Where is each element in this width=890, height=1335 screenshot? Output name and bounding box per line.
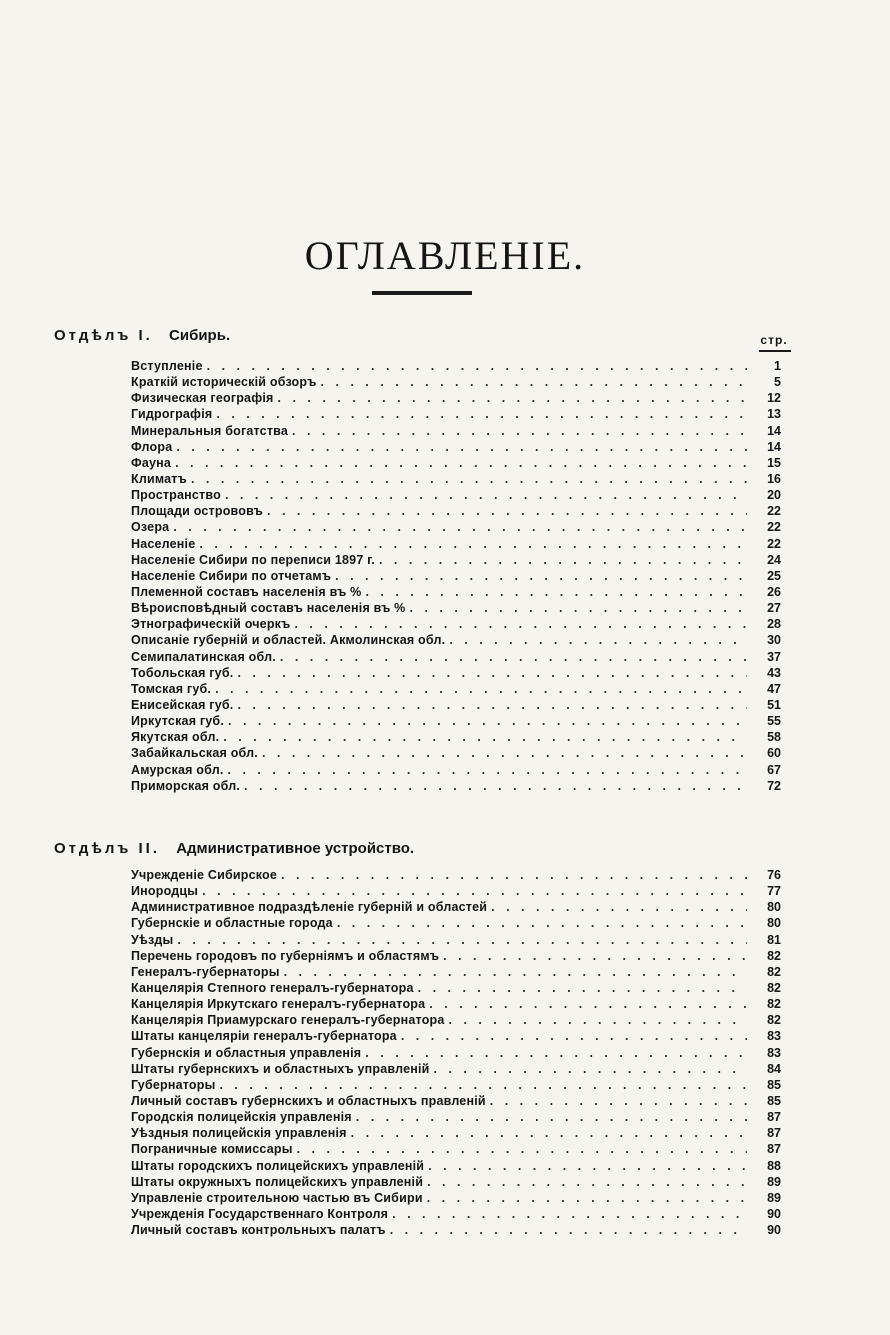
dot-leader	[284, 964, 747, 980]
toc-entry-label: Губернскіе и областные города	[131, 916, 333, 931]
toc-entry-label: Гидрографія	[131, 407, 213, 422]
toc-entry-page: 80	[767, 916, 781, 931]
toc-entry	[131, 1190, 781, 1206]
toc-entry-label: Этнографическій очеркъ	[131, 617, 291, 632]
dot-leader	[215, 681, 747, 697]
dot-leader	[428, 1158, 747, 1174]
toc-entry-label: Инородцы	[131, 884, 199, 899]
dot-leader	[418, 980, 747, 996]
dot-leader	[175, 455, 747, 471]
toc-entry-label: Краткій историческій обзоръ	[131, 375, 317, 390]
dot-leader	[365, 1045, 747, 1061]
dot-leader	[337, 915, 747, 931]
toc-entry	[131, 487, 781, 503]
toc-entry-page: 37	[767, 649, 781, 664]
dot-leader	[427, 1174, 747, 1190]
toc-entry	[131, 1222, 781, 1238]
toc-entry-page: 58	[767, 730, 781, 745]
toc-entry-page: 89	[767, 1174, 781, 1189]
toc-entry-label: Штаты канцеляріи генералъ-губернатора	[131, 1029, 397, 1044]
toc-entry-label: Перечень городовъ по губерніямъ и областямъ	[131, 948, 440, 963]
toc-entry-label: Фауна	[131, 455, 172, 470]
dot-leader	[244, 778, 747, 794]
toc-entry	[131, 439, 781, 455]
dot-leader	[443, 948, 747, 964]
dot-leader	[280, 649, 747, 665]
dot-leader	[237, 665, 747, 681]
dot-leader	[216, 406, 747, 422]
toc-entry-label: Городскія полицейскія управленія	[131, 1110, 352, 1125]
toc-entry-label: Пограничные комиссары	[131, 1142, 293, 1157]
dot-leader	[281, 867, 747, 883]
toc-entry-label: Флора	[131, 439, 173, 454]
toc-entry-label: Иркутская губ.	[131, 714, 225, 729]
toc-entry-page: 22	[767, 520, 781, 535]
dot-leader	[297, 1141, 747, 1157]
dot-leader	[202, 883, 747, 899]
toc-entry-page: 28	[767, 617, 781, 632]
section-number: Отдѣлъ II.	[54, 840, 161, 857]
toc-entry	[131, 390, 781, 406]
toc-entry-label: Штаты губернскихъ и областныхъ управленій	[131, 1061, 430, 1076]
dot-leader	[490, 1093, 747, 1109]
toc-entry-label: Племенной составъ населенія въ %	[131, 584, 362, 599]
toc-entry-label: Уѣзды	[131, 932, 174, 947]
toc-entry-page: 89	[767, 1190, 781, 1205]
toc-entry-label: Уѣздныя полицейскія управленія	[131, 1126, 347, 1141]
toc-entry-page: 83	[767, 1045, 781, 1060]
toc-entry	[131, 1141, 781, 1157]
toc-entry-page: 90	[767, 1206, 781, 1221]
toc-entry	[131, 471, 781, 487]
dot-leader	[228, 713, 747, 729]
toc-entry-page: 12	[767, 391, 781, 406]
dot-leader	[237, 697, 747, 713]
toc-entry-label: Томская губ.	[131, 681, 212, 696]
toc-entry-label: Канцелярія Иркутскаго генералъ-губернатора	[131, 997, 426, 1012]
toc-entry-page: 25	[767, 568, 781, 583]
toc-entry	[131, 996, 781, 1012]
toc-entry-label: Пространство	[131, 488, 221, 503]
toc-entry-label: Управленіе строительною частью въ Сибири	[131, 1190, 423, 1205]
toc-list-section-1	[131, 358, 781, 794]
toc-entry	[131, 358, 781, 374]
toc-entry-label: Учрежденія Государственнаго Контроля	[131, 1206, 389, 1221]
toc-entry	[131, 948, 781, 964]
toc-entry	[131, 374, 781, 390]
toc-entry-page: 13	[767, 407, 781, 422]
toc-entry-label: Губернскія и областныя управленія	[131, 1045, 362, 1060]
dot-leader	[449, 1012, 747, 1028]
toc-entry-label: Озера	[131, 520, 170, 535]
toc-entry-label: Губернаторы	[131, 1077, 216, 1092]
toc-entry	[131, 932, 781, 948]
toc-entry	[131, 519, 781, 535]
toc-entry-page: 76	[767, 868, 781, 882]
toc-entry-page: 67	[767, 762, 781, 777]
toc-entry	[131, 616, 781, 632]
toc-entry-label: Климатъ	[131, 471, 187, 486]
toc-entry-label: Генералъ-губернаторы	[131, 964, 280, 979]
toc-entry	[131, 778, 781, 794]
toc-entry-page: 88	[767, 1158, 781, 1173]
dot-leader	[177, 932, 747, 948]
toc-entry-page: 43	[767, 665, 781, 680]
section-heading-2	[54, 840, 414, 857]
dot-leader	[292, 423, 747, 439]
toc-entry	[131, 1061, 781, 1077]
toc-entry	[131, 883, 781, 899]
toc-entry	[131, 455, 781, 471]
toc-list-section-2	[131, 867, 781, 1238]
toc-entry-page: 82	[767, 948, 781, 963]
toc-entry-page: 85	[767, 1077, 781, 1092]
dot-leader	[365, 584, 747, 600]
dot-leader	[427, 1190, 747, 1206]
toc-entry-label: Тобольская губ.	[131, 665, 234, 680]
toc-entry-page: 85	[767, 1093, 781, 1108]
dot-leader	[191, 471, 747, 487]
toc-entry	[131, 915, 781, 931]
toc-entry	[131, 1125, 781, 1141]
page-title: ОГЛАВЛЕНІЕ.	[304, 233, 586, 278]
toc-entry	[131, 536, 781, 552]
toc-entry-label: Вступленіе	[131, 359, 203, 373]
dot-leader	[390, 1222, 747, 1238]
toc-entry-page: 30	[767, 633, 781, 648]
toc-entry-page: 26	[767, 584, 781, 599]
section-name: Административное устройство.	[176, 840, 415, 857]
dot-leader	[278, 390, 747, 406]
toc-entry	[131, 423, 781, 439]
page-column-header: стр.	[760, 333, 788, 347]
toc-entry	[131, 406, 781, 422]
toc-entry-page: 22	[767, 504, 781, 519]
toc-entry	[131, 713, 781, 729]
toc-entry	[131, 697, 781, 713]
toc-entry-label: Енисейская губ.	[131, 697, 234, 712]
toc-entry-page: 24	[767, 552, 781, 567]
dot-leader	[491, 899, 747, 915]
toc-entry-page: 14	[767, 423, 781, 438]
toc-entry-label: Вѣроисповѣдный составъ населенія въ %	[131, 601, 406, 616]
toc-entry-label: Населеніе Сибири по переписи 1897 г.	[131, 552, 375, 567]
toc-entry-page: 72	[767, 778, 781, 793]
toc-entry	[131, 745, 781, 761]
toc-entry	[131, 980, 781, 996]
toc-entry	[131, 1045, 781, 1061]
section-heading-1	[54, 327, 230, 344]
toc-entry-page: 55	[767, 714, 781, 729]
dot-leader	[207, 358, 747, 374]
toc-entry	[131, 964, 781, 980]
dot-leader	[176, 439, 747, 455]
toc-entry	[131, 762, 781, 778]
toc-entry-label: Населеніе	[131, 536, 196, 551]
toc-entry-label: Личный составъ контрольныхъ палатъ	[131, 1223, 386, 1238]
dot-leader	[225, 487, 747, 503]
dot-leader	[223, 729, 747, 745]
toc-entry	[131, 1012, 781, 1028]
dot-leader	[401, 1028, 747, 1044]
toc-entry-label: Минеральныя богатства	[131, 423, 289, 438]
toc-entry-page: 87	[767, 1110, 781, 1125]
toc-entry-label: Забайкальская обл.	[131, 746, 258, 761]
dot-leader	[199, 536, 747, 552]
toc-entry-label: Личный составъ губернскихъ и областныхъ правленій	[131, 1093, 486, 1108]
toc-entry-page: 87	[767, 1142, 781, 1157]
toc-entry-label: Семипалатинская обл.	[131, 649, 276, 664]
toc-entry-page: 15	[767, 455, 781, 470]
toc-entry	[131, 1158, 781, 1174]
page-column-rule	[759, 350, 791, 352]
toc-entry-page: 82	[767, 980, 781, 995]
dot-leader	[294, 616, 747, 632]
toc-entry-label: Приморская обл.	[131, 778, 241, 793]
toc-entry-page: 1	[774, 359, 781, 373]
dot-leader	[429, 996, 747, 1012]
toc-entry-page: 51	[767, 697, 781, 712]
dot-leader	[379, 552, 747, 568]
toc-entry	[131, 681, 781, 697]
toc-entry-page: 77	[767, 884, 781, 899]
toc-entry	[131, 1093, 781, 1109]
toc-entry-page: 83	[767, 1029, 781, 1044]
toc-entry-page: 16	[767, 471, 781, 486]
toc-entry-page: 27	[767, 601, 781, 616]
toc-entry	[131, 503, 781, 519]
toc-entry-label: Штаты окружныхъ полицейскихъ управленій	[131, 1174, 424, 1189]
dot-leader	[219, 1077, 747, 1093]
toc-entry-page: 14	[767, 439, 781, 454]
dot-leader	[351, 1125, 747, 1141]
toc-entry	[131, 552, 781, 568]
toc-entry	[131, 632, 781, 648]
dot-leader	[267, 503, 747, 519]
toc-entry-page: 81	[767, 932, 781, 947]
toc-entry	[131, 867, 781, 883]
toc-entry	[131, 729, 781, 745]
toc-entry	[131, 1206, 781, 1222]
title-rule	[372, 291, 472, 295]
toc-entry-label: Канцелярія Приамурскаго генералъ-губернатора	[131, 1013, 445, 1028]
dot-leader	[434, 1061, 747, 1077]
toc-entry-label: Учрежденіе Сибирское	[131, 868, 278, 882]
toc-entry	[131, 899, 781, 915]
toc-entry	[131, 568, 781, 584]
toc-entry	[131, 665, 781, 681]
toc-entry-label: Якутская обл.	[131, 730, 220, 745]
toc-entry-label: Населеніе Сибири по отчетамъ	[131, 568, 332, 583]
dot-leader	[321, 374, 747, 390]
toc-entry-label: Описаніе губерній и областей. Акмолинская обл.	[131, 633, 446, 648]
toc-entry	[131, 1028, 781, 1044]
toc-entry-page: 82	[767, 1013, 781, 1028]
dot-leader	[449, 632, 747, 648]
toc-entry-page: 80	[767, 900, 781, 915]
dot-leader	[410, 600, 748, 616]
toc-entry-page: 82	[767, 964, 781, 979]
dot-leader	[356, 1109, 747, 1125]
dot-leader	[335, 568, 747, 584]
toc-entry-page: 47	[767, 681, 781, 696]
toc-entry	[131, 1109, 781, 1125]
section-number: Отдѣлъ I.	[54, 327, 153, 344]
toc-entry-label: Канцелярія Степного генералъ-губернатора	[131, 980, 414, 995]
toc-entry-page: 60	[767, 746, 781, 761]
toc-entry	[131, 1077, 781, 1093]
toc-entry-label: Физическая географія	[131, 391, 274, 406]
dot-leader	[173, 519, 747, 535]
toc-entry-label: Штаты городскихъ полицейскихъ управленій	[131, 1158, 425, 1173]
dot-leader	[392, 1206, 747, 1222]
toc-entry	[131, 584, 781, 600]
dot-leader	[262, 745, 747, 761]
toc-entry-page: 84	[767, 1061, 781, 1076]
toc-entry-page: 5	[774, 375, 781, 390]
toc-entry-page: 90	[767, 1223, 781, 1238]
toc-entry-page: 82	[767, 997, 781, 1012]
toc-entry-label: Административное подраздѣленіе губерній и областей	[131, 900, 488, 915]
toc-entry-label: Амурская обл.	[131, 762, 224, 777]
toc-entry	[131, 649, 781, 665]
toc-entry	[131, 600, 781, 616]
toc-entry-page: 20	[767, 488, 781, 503]
toc-entry-label: Площади острововъ	[131, 504, 263, 519]
section-name: Сибирь.	[169, 327, 231, 344]
toc-entry	[131, 1174, 781, 1190]
toc-entry-page: 22	[767, 536, 781, 551]
dot-leader	[228, 762, 747, 778]
toc-entry-page: 87	[767, 1126, 781, 1141]
